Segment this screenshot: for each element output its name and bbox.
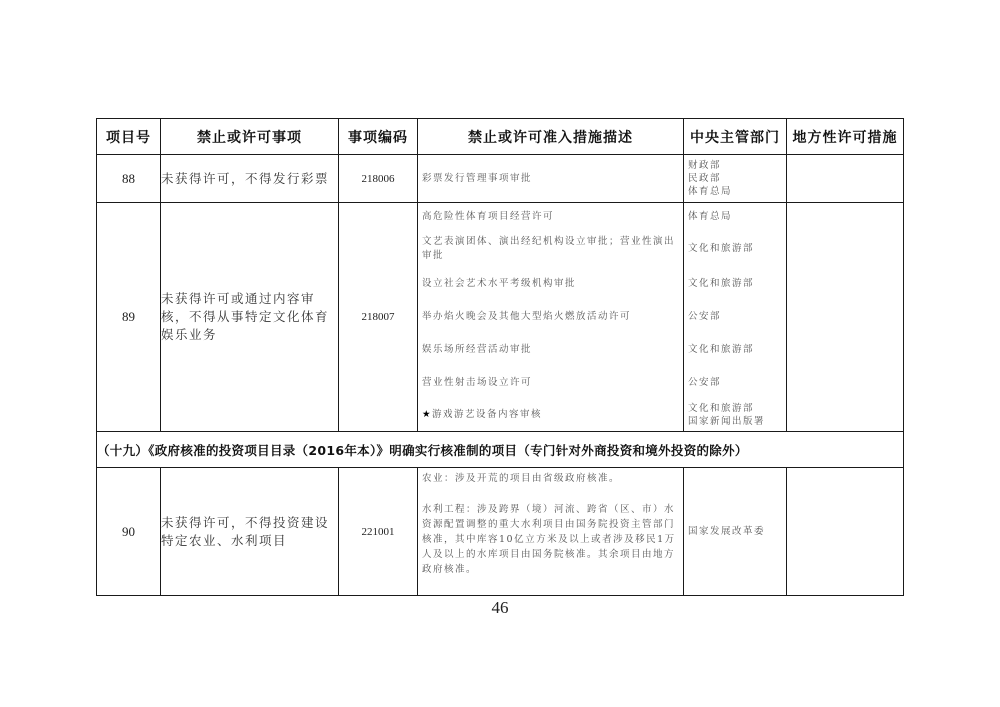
item-text: 未获得许可或通过内容审核，不得从事特定文化体育娱乐业务: [161, 203, 339, 432]
dept-name: 国家发展改革委: [688, 525, 766, 537]
dept-name: 国家新闻出版署: [688, 416, 766, 427]
measure-text: 彩票发行管理事项审批: [422, 172, 533, 184]
measure-text: 游戏游艺设备内容审核: [432, 409, 543, 420]
dept-name: 文化和旅游部: [688, 277, 755, 289]
item-code: 218006: [339, 155, 418, 203]
section-row: [97, 432, 904, 468]
table-row: [97, 155, 904, 203]
dept-name: 民政部: [688, 173, 722, 184]
dept-name: 公安部: [688, 376, 722, 388]
dept-name: 体育总局: [688, 186, 733, 197]
measure-text: 举办焰火晚会及其他大型焰火燃放活动许可: [422, 310, 632, 322]
measure-text: 水利工程：涉及跨界（境）河流、跨省（区、市）水资源配置调整的重大水利项目由国务院投资主管部门核准，其中库容10亿立方米及以上或者涉及移民1万人及以上的水库项目由国务院核准。其余项目由地方政府核准。: [422, 504, 676, 575]
header-description: 禁止或许可准入措施描述: [418, 119, 684, 155]
table-header-row: [97, 119, 904, 155]
local-measures: [787, 155, 904, 203]
star-icon: ★: [422, 409, 433, 420]
item-code: 221001: [339, 468, 418, 596]
measure-text: 文艺表演团体、演出经纪机构设立审批；营业性演出审批: [422, 236, 676, 261]
header-central-dept: 中央主管部门: [684, 119, 787, 155]
measure-text: 设立社会艺术水平考级机构审批: [422, 277, 577, 289]
item-no: 88: [97, 155, 161, 203]
item-text: 未获得许可，不得发行彩票: [161, 155, 339, 203]
central-dept: [684, 468, 787, 596]
header-item-no: 项目号: [97, 119, 161, 155]
page-number: 46: [491, 598, 509, 617]
central-dept: [684, 203, 787, 432]
dept-name: 体育总局: [688, 211, 733, 222]
header-item: 禁止或许可事项: [161, 119, 339, 155]
measure-description: [418, 203, 684, 432]
table-row: [97, 203, 904, 432]
measure-description: [418, 155, 684, 203]
table-row: [97, 468, 904, 596]
measure-text: 农业：涉及开荒的项目由省级政府核准。: [422, 473, 621, 484]
header-code: 事项编码: [339, 119, 418, 155]
dept-name: 文化和旅游部: [688, 243, 755, 254]
dept-name: 公安部: [688, 310, 722, 322]
section-title: （十九）《政府核准的投资项目目录（2016年本）》明确实行核准制的项目（专门针对外商投资和境外投资的除外）: [97, 432, 904, 468]
dept-name: 文化和旅游部: [688, 403, 755, 414]
measure-description: [418, 468, 684, 596]
item-text: 未获得许可，不得投资建设特定农业、水利项目: [161, 468, 339, 596]
item-no: 90: [97, 468, 161, 596]
dept-name: 财政部: [688, 160, 722, 171]
permit-table: [96, 118, 904, 596]
item-code: 218007: [339, 203, 418, 432]
dept-name: 文化和旅游部: [688, 343, 755, 355]
measure-text: 营业性射击场设立许可: [422, 376, 533, 388]
measure-text-starred: [418, 399, 683, 431]
measure-text: 高危险性体育项目经营许可: [422, 211, 555, 222]
central-dept: [684, 155, 787, 203]
measure-text: 娱乐场所经营活动审批: [422, 343, 533, 355]
local-measures: [787, 203, 904, 432]
local-measures: [787, 468, 904, 596]
item-no: 89: [97, 203, 161, 432]
header-local-measures: 地方性许可措施: [787, 119, 904, 155]
